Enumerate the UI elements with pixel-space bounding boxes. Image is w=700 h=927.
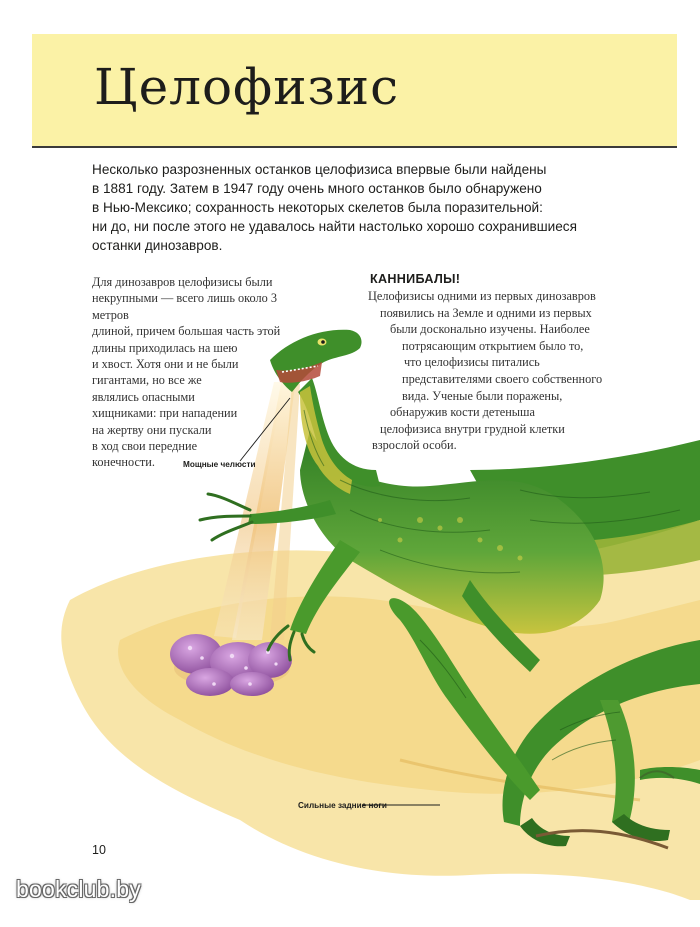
body-line: длиной, причем большая часть этой [92,324,281,339]
intro-line: в Нью-Мексико; сохранность некоторых скелетов была поразительной: [92,200,543,215]
sidebar-line: обнаружив кости детеныша [390,405,535,420]
body-line: и хвост. Хотя они и не были [92,357,239,372]
body-line: в ход свои передние [92,439,198,454]
intro-line: ни до, ни после этого не удавалось найти настолько хорошо сохранившиеся [92,219,577,234]
sidebar-line: Целофизисы одними из первых динозавров [368,289,596,303]
page-title: Целофизис [94,58,400,116]
intro-line: в 1881 году. Затем в 1947 году очень много останков было обнаружено [92,181,542,196]
sidebar-line: целофизиса внутри грудной клетки [380,421,565,436]
body-line: длины приходилась на шею [92,340,238,355]
callout-jaws: Мощные челюсти [183,460,256,469]
body-line: конечности. [92,455,155,470]
watermark: bookclub.by [16,876,141,902]
body-line: хищниками: при нападении [92,406,238,421]
intro-line: Несколько разрозненных останков целофизиса впервые были найдены [92,162,547,177]
sidebar-box [368,272,644,454]
body-line: некрупными — всего лишь около 3 метров [92,291,277,322]
intro-line: останки динозавров. [92,238,223,253]
body-line: являлись опасными [92,389,195,404]
body-line: на жертву они пускали [92,422,212,437]
callout-legs: Сильные задние ноги [298,801,387,810]
sidebar-line: появились на Земле и одними из первых [380,305,592,320]
sidebar-line: вида. Ученые были поражены, [402,388,563,403]
sidebar-paragraph [368,288,644,454]
sidebar-line: взрослой особи. [372,438,457,453]
body-line: Для динозавров целофизисы были [92,275,273,289]
body-line: гигантами, но все же [92,373,202,388]
sidebar-heading: КАННИБАЛЫ! [370,272,461,286]
sidebar-line: что целофизисы питались [404,355,540,370]
page-number: 10 [92,843,106,857]
sidebar-line: представителями своего собственного [402,371,603,386]
sidebar-line: потрясающим открытием было то, [402,338,584,353]
sidebar-line: были досконально изучены. Наиболее [390,322,590,337]
